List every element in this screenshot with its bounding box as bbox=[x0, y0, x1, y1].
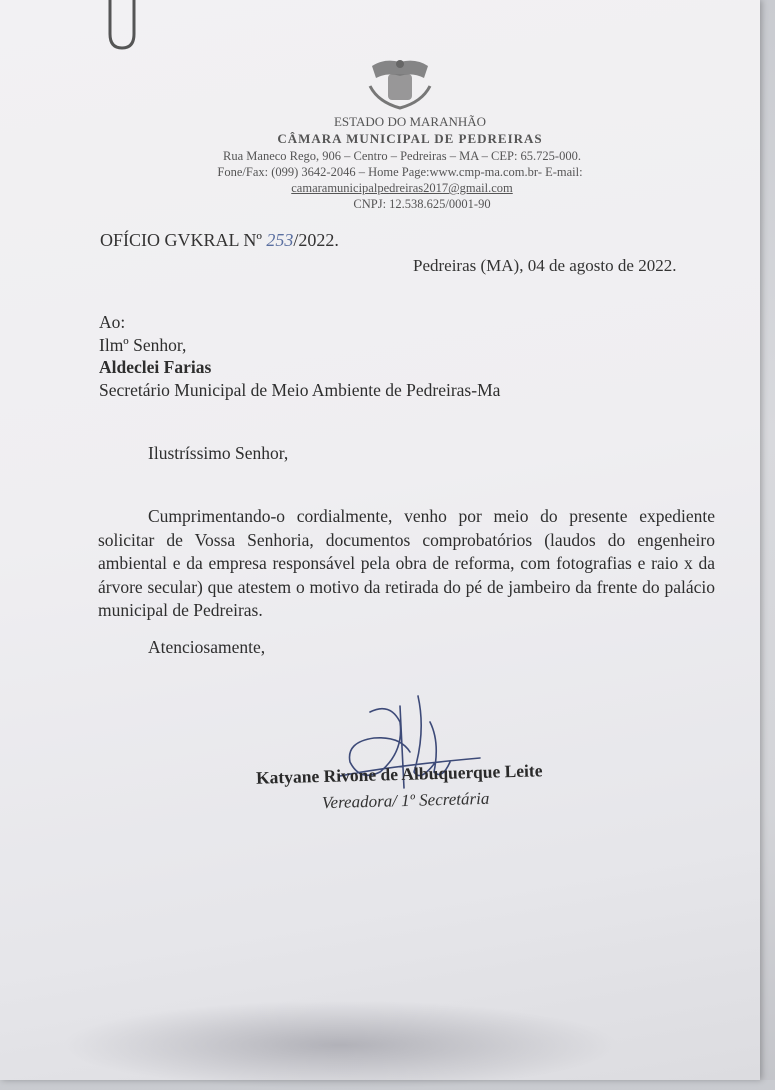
recipient-salutation: Ilmº Senhor, bbox=[99, 335, 187, 355]
oficio-number: 253 bbox=[266, 230, 294, 250]
oficio-prefix: OFÍCIO GVKRAL Nº bbox=[100, 230, 267, 250]
signatory-role: Vereadora/ 1º Secretária bbox=[321, 788, 490, 813]
date-line: Pedreiras (MA), 04 de agosto de 2022. bbox=[413, 256, 677, 275]
closing: Atenciosamente, bbox=[148, 637, 266, 657]
letterhead-state: ESTADO DO MARANHÃO bbox=[333, 114, 487, 129]
letterhead-address: Rua Maneco Rego, 906 – Centro – Pedreiras – MA – CEP: 65.725-000. bbox=[223, 149, 581, 163]
oficio-suffix: /2022. bbox=[293, 230, 339, 250]
greeting: Ilustríssimo Senhor, bbox=[148, 443, 289, 463]
letterhead-contact: Fone/Fax: (099) 3642-2046 – Home Page:www.cmp-ma.com.br- E-mail: bbox=[217, 165, 583, 179]
recipient-to: Ao: bbox=[99, 312, 126, 332]
photo-shadow bbox=[60, 1000, 620, 1090]
paper-clip-icon bbox=[98, 0, 144, 54]
body-paragraph bbox=[98, 505, 715, 623]
coat-of-arms-icon bbox=[364, 56, 436, 112]
letterhead-cnpj: CNPJ: 12.538.625/0001-90 bbox=[353, 197, 491, 211]
letterhead-chamber: CÂMARA MUNICIPAL DE PEDREIRAS bbox=[277, 131, 543, 146]
signatory-name: Katyane Rivone de Albuquerque Leite bbox=[255, 760, 543, 788]
recipient-name: Aldeclei Farias bbox=[99, 357, 212, 377]
body-text: Cumprimentando-o cordialmente, venho por meio do presente expediente solicitar de Vossa Senhoria, documentos comprobatórios (laudos do engenheiro ambiental e da empresa responsável pela obra de reforma, com fotografias e raio x da árvore secular) que atestem o motivo da retirada do pé de jambeiro da frente do palácio municipal de Pedreiras. bbox=[98, 506, 715, 620]
letterhead-email: camaramunicipalpedreiras2017@gmail.com bbox=[291, 181, 513, 195]
recipient-title: Secretário Municipal de Meio Ambiente de Pedreiras-Ma bbox=[99, 380, 501, 400]
oficio-number-line bbox=[100, 230, 339, 251]
